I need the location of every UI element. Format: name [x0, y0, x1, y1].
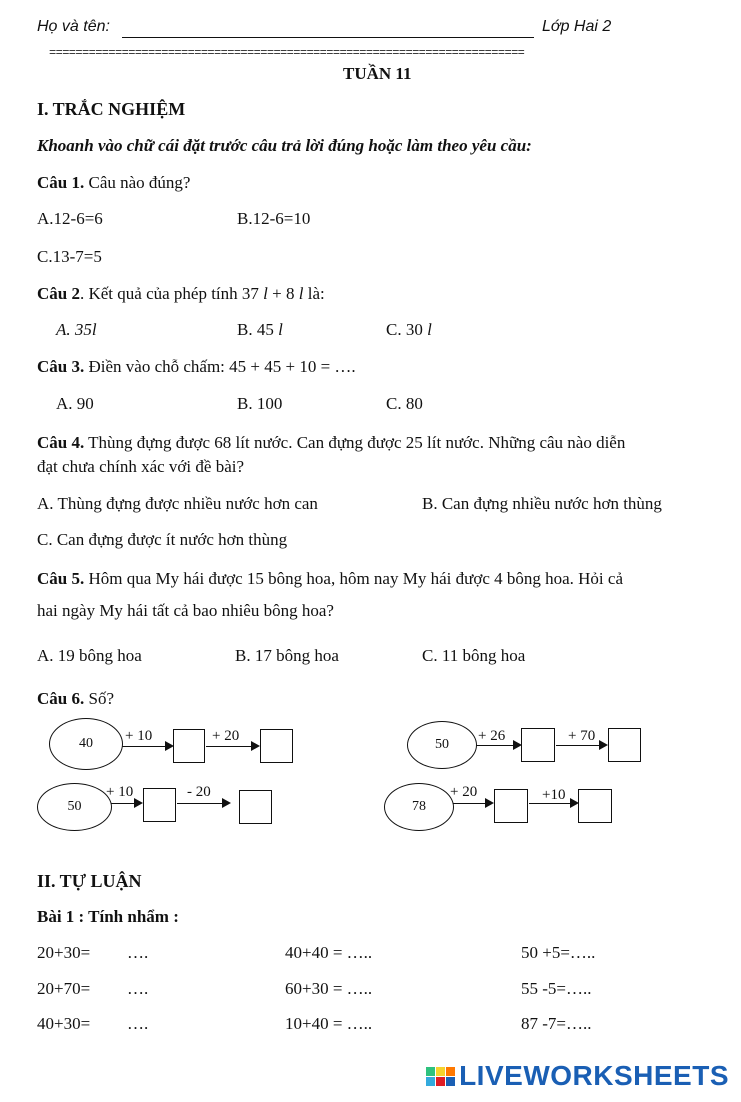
q5-question-line2: hai ngày My hái tất cả bao nhiêu bông hoa? [37, 601, 334, 620]
q2-option-b-num: B. 45 [237, 320, 279, 339]
bai1-heading: Bài 1 : Tính nhẩm : [37, 907, 179, 926]
part2-heading: II. TỰ LUẬN [37, 871, 142, 891]
chain3-arrow1 [111, 803, 141, 804]
q2-question [37, 284, 325, 304]
q2-text-3: là: [303, 284, 325, 303]
chain2-arrow1 [476, 745, 520, 746]
q4-question-line1 [37, 433, 625, 453]
row3-col2[interactable]: 10+40 = ….. [285, 1014, 373, 1033]
q3-option-b[interactable]: B. 100 [237, 394, 283, 413]
row2-col1: 20+70= [37, 979, 91, 998]
chain1-op1: + 10 [125, 728, 153, 744]
q4-label: Câu 4. [37, 433, 85, 452]
logo-block-icon [426, 1077, 435, 1086]
q4-option-b[interactable]: B. Can đựng nhiều nước hơn thùng [422, 494, 662, 513]
chain2-answer-box1[interactable] [521, 728, 555, 762]
q2-text-1: . Kết quả của phép tính 37 [79, 284, 264, 303]
row2-col3[interactable]: 55 -5=….. [521, 979, 592, 998]
chain4-arrow1 [453, 803, 492, 804]
chain3-op2: - 20 [187, 784, 211, 800]
chain1-arrow2 [206, 746, 258, 747]
chain4-arrow2 [529, 803, 577, 804]
q3-question [37, 357, 356, 377]
logo-block-icon [436, 1077, 445, 1086]
chain4-start-oval: 78 [384, 783, 454, 831]
row1-answer1[interactable]: …. [127, 943, 149, 962]
q4-option-c[interactable]: C. Can đựng được ít nước hơn thùng [37, 530, 288, 549]
q5-question-line1 [37, 569, 623, 589]
chain4-op1: + 20 [450, 784, 478, 800]
q5-option-a[interactable]: A. 19 bông hoa [37, 646, 142, 665]
row1-col1: 20+30= [37, 943, 91, 962]
logo-text: LIVEWORKSHEETS [459, 1060, 729, 1091]
q1-option-b[interactable]: B.12-6=10 [237, 209, 311, 228]
q4-text-1: Thùng đựng được 68 lít nước. Can đựng được 25 lít nước. Những câu nào diễn [84, 433, 626, 452]
chain2-answer-box2[interactable] [608, 728, 641, 762]
chain2-op1: + 26 [478, 728, 506, 744]
q1-label: Câu 1. [37, 173, 85, 192]
row2-answer1[interactable]: …. [127, 979, 149, 998]
name-label: Họ và tên: [37, 18, 110, 35]
chain4-answer-box1[interactable] [494, 789, 528, 823]
name-line[interactable] [122, 37, 534, 38]
separator: ======================================================================== [49, 46, 525, 60]
q2-option-b[interactable] [237, 320, 283, 340]
q4-option-a[interactable]: A. Thùng đựng được nhiều nước hơn can [37, 494, 318, 513]
q3-label: Câu 3. [37, 357, 85, 376]
liveworksheets-logo [426, 1060, 729, 1092]
q2-option-c-unit: l [427, 320, 432, 339]
instruction: Khoanh vào chữ cái đặt trước câu trả lời đúng hoặc làm theo yêu cầu: [37, 136, 532, 155]
logo-block-icon [436, 1067, 445, 1076]
q6-text: Số? [84, 689, 114, 708]
chain3-answer-box2[interactable] [239, 790, 272, 824]
chain2-arrow2 [556, 745, 606, 746]
page-title: TUẦN 11 [343, 64, 412, 83]
q2-text-2: + 8 [267, 284, 299, 303]
chain1-arrow1 [122, 746, 172, 747]
q2-option-c[interactable] [386, 320, 432, 340]
chain1-start-oval: 40 [49, 718, 123, 770]
chain4-op2: +10 [542, 787, 566, 803]
chain1-op2: + 20 [212, 728, 240, 744]
class-label: Lớp Hai 2 [542, 18, 612, 35]
q1-question [37, 173, 190, 193]
chain1-answer-box1[interactable] [173, 729, 205, 763]
row1-col2[interactable]: 40+40 = ….. [285, 943, 373, 962]
q4-question-line2: đạt chưa chính xác với đề bài? [37, 457, 245, 476]
q3-text: Điền vào chỗ chấm: 45 + 45 + 10 = …. [84, 357, 356, 376]
row3-col1: 40+30= [37, 1014, 91, 1033]
q2-option-b-unit: l [278, 320, 283, 339]
q2-unit-1: l [263, 284, 268, 303]
part1-heading: I. TRẮC NGHIỆM [37, 99, 186, 119]
q2-option-a[interactable]: A. 35l [56, 320, 97, 339]
q1-text: Câu nào đúng? [84, 173, 191, 192]
logo-block-icon [446, 1077, 455, 1086]
chain1-answer-box2[interactable] [260, 729, 293, 763]
q5-option-b[interactable]: B. 17 bông hoa [235, 646, 339, 665]
row1-col3[interactable]: 50 +5=….. [521, 943, 596, 962]
chain2-op2: + 70 [568, 728, 596, 744]
q2-label: Câu 2 [37, 284, 80, 303]
q5-option-c[interactable]: C. 11 bông hoa [422, 646, 526, 665]
q1-option-a[interactable]: A.12-6=6 [37, 209, 103, 228]
row2-col2[interactable]: 60+30 = ….. [285, 979, 373, 998]
row3-answer1[interactable]: …. [127, 1014, 149, 1033]
q1-option-c[interactable]: C.13-7=5 [37, 247, 102, 266]
q2-option-c-num: C. 30 [386, 320, 428, 339]
chain3-op1: + 10 [106, 784, 134, 800]
chain3-answer-box1[interactable] [143, 788, 176, 822]
q3-option-c[interactable]: C. 80 [386, 394, 423, 413]
logo-block-icon [426, 1067, 435, 1076]
q2-unit-2: l [298, 284, 304, 303]
q6-label: Câu 6. [37, 689, 85, 708]
chain2-start-oval: 50 [407, 721, 477, 769]
row3-col3[interactable]: 87 -7=….. [521, 1014, 592, 1033]
logo-block-icon [446, 1067, 455, 1076]
logo-blocks-icon [426, 1067, 455, 1086]
q5-text-1: Hôm qua My hái được 15 bông hoa, hôm nay My hái được 4 bông hoa. Hỏi cả [84, 569, 623, 588]
q3-option-a[interactable]: A. 90 [56, 394, 94, 413]
q6-question [37, 689, 114, 709]
chain3-arrow2 [177, 803, 229, 804]
chain4-answer-box2[interactable] [578, 789, 612, 823]
q5-label: Câu 5. [37, 569, 85, 588]
chain3-start-oval: 50 [37, 783, 112, 831]
